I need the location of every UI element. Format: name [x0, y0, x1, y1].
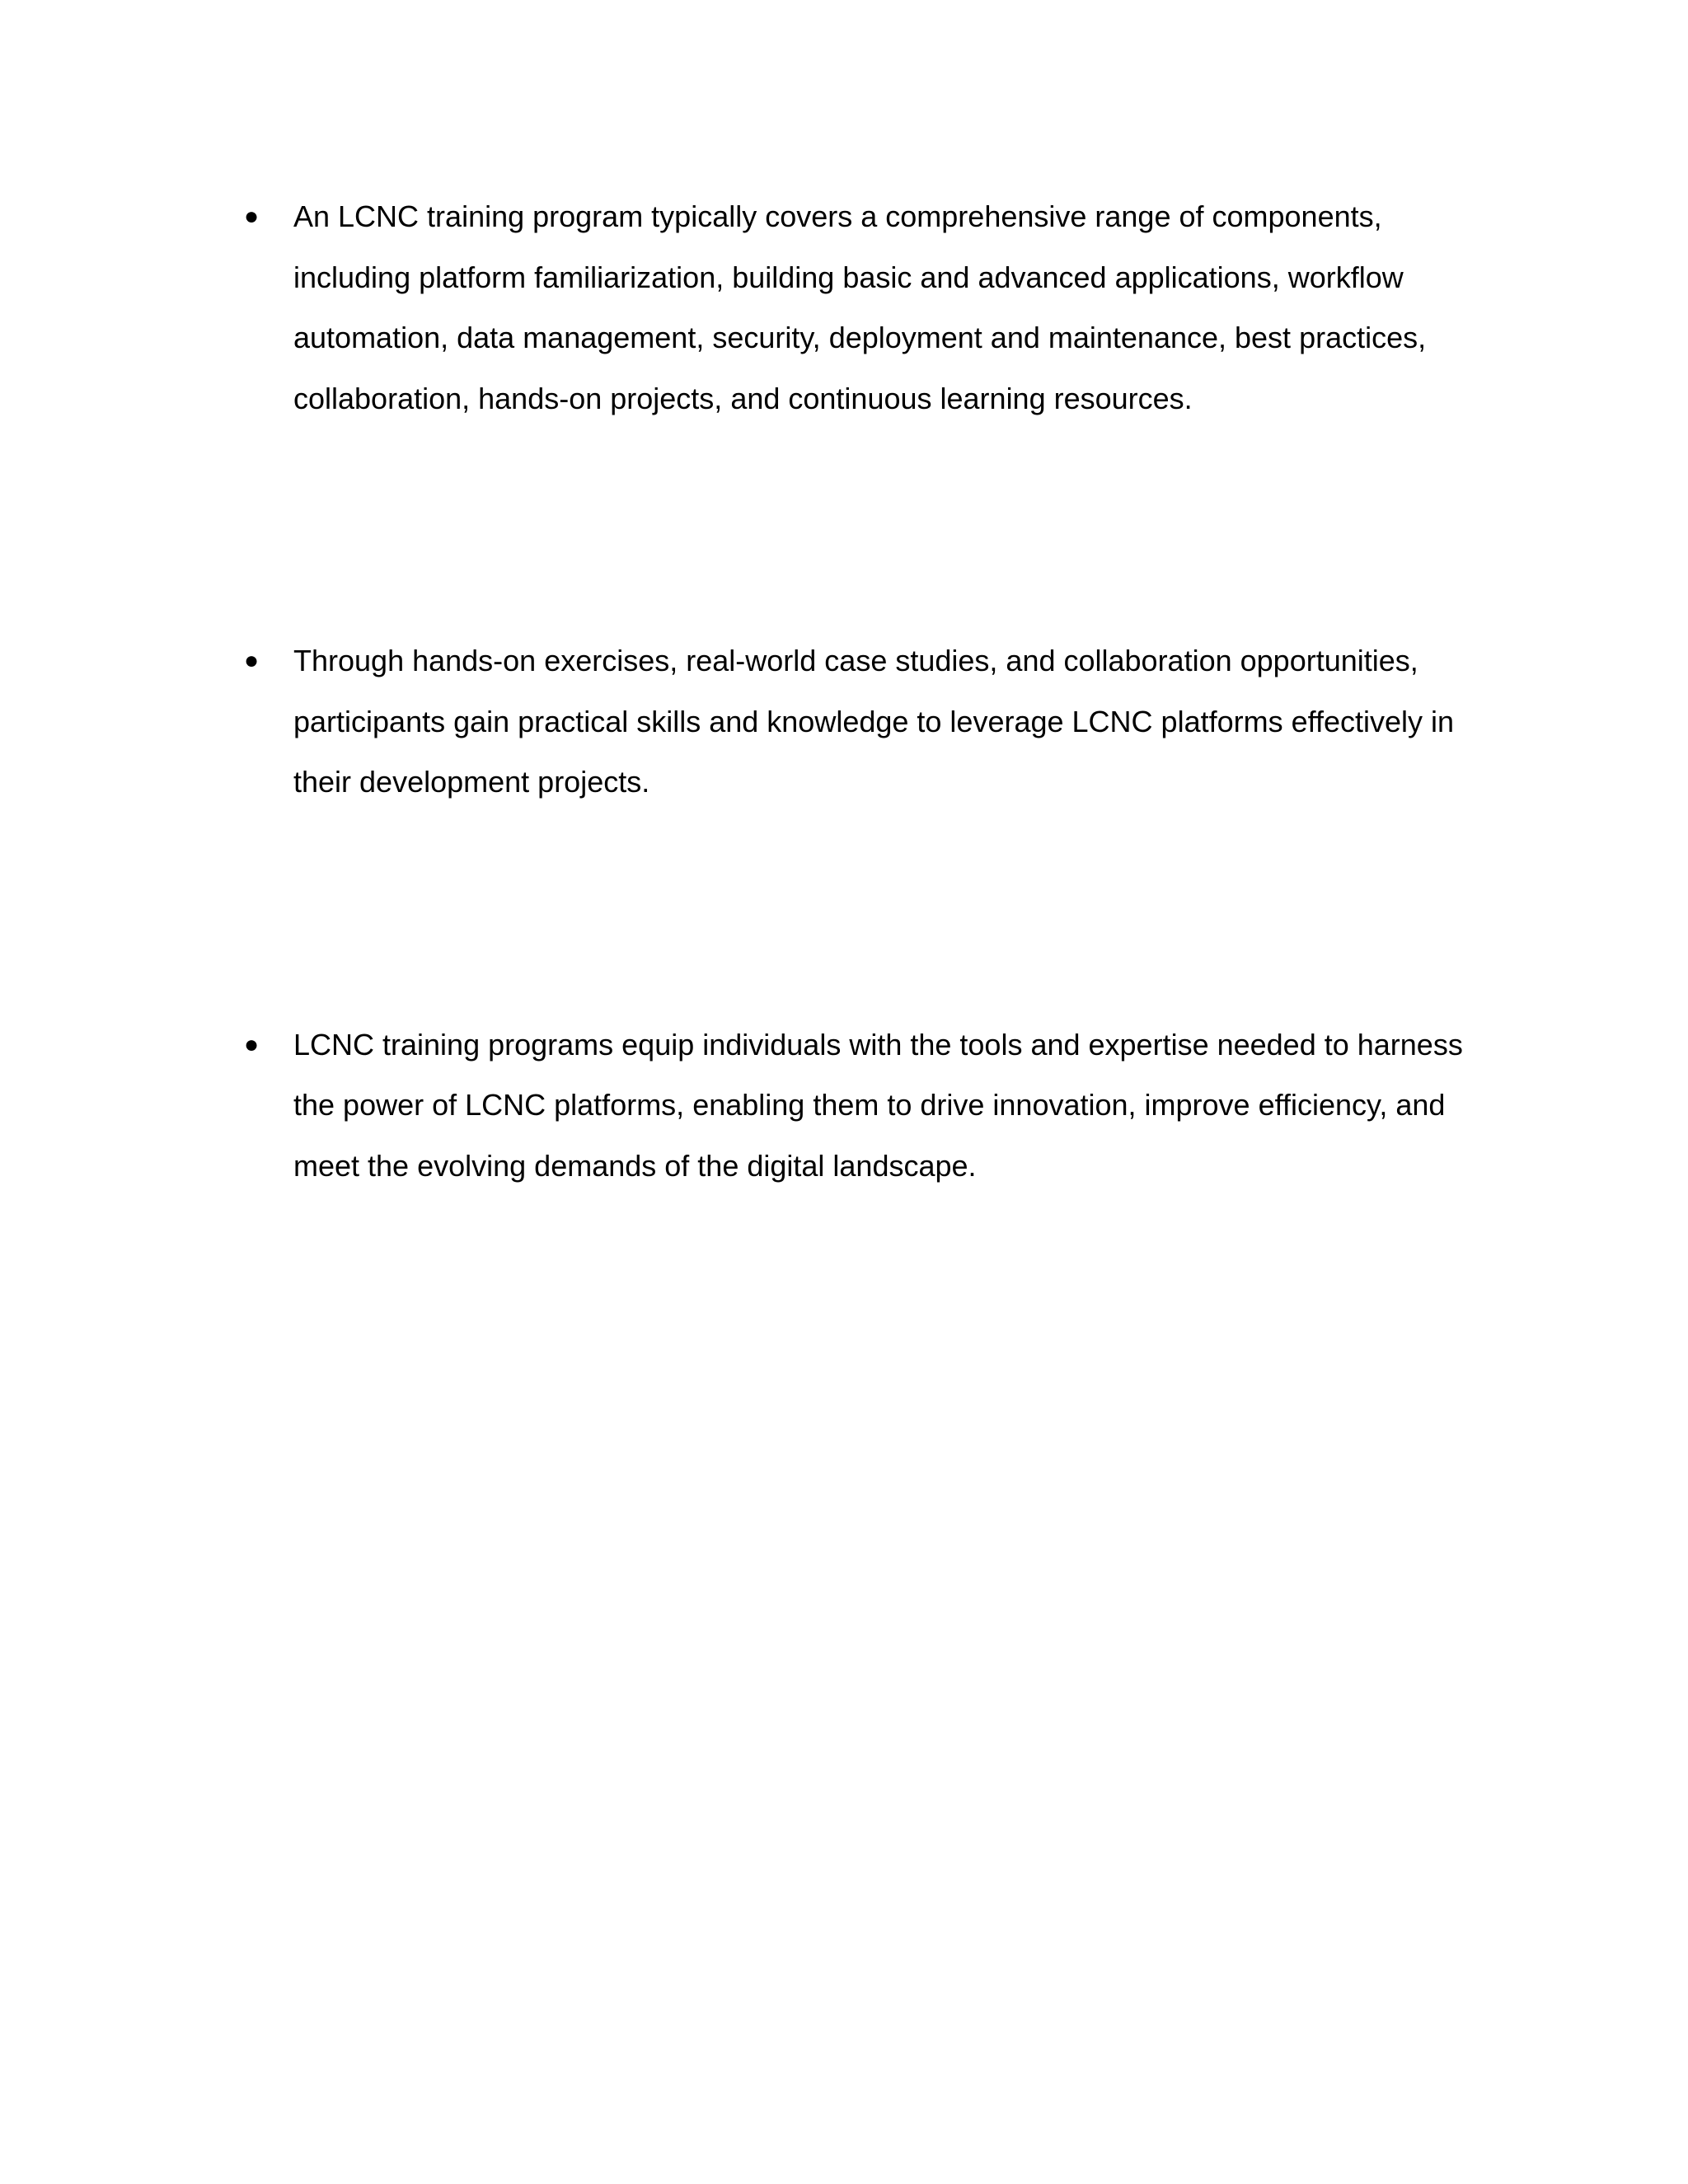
list-item [244, 630, 1497, 813]
list-item-text: Through hands-on exercises, real-world case studies, and collaboration opportunities, participants gain practical skills and knowledge to leverage LCNC platforms effectively in their development projects. [293, 644, 1455, 799]
bullet-icon: ● [244, 647, 260, 674]
bullet-icon: ● [244, 203, 260, 230]
list-item-text: An LCNC training program typically covers a comprehensive range of components, including platform familiarization, building basic and advanced applications, workflow automation, data management, security, deployment and maintenance, best practices, collaboration, hands-on projects, and continuous learning resources. [293, 199, 1427, 415]
list-item [244, 1015, 1497, 1197]
bullet-list [244, 186, 1497, 1196]
bullet-icon: ● [244, 1030, 260, 1058]
list-item-text: LCNC training programs equip individuals with the tools and expertise needed to harness the power of LCNC platforms, enabling them to drive innovation, improve efficiency, and meet the evolving demands of the digital landscape. [293, 1027, 1463, 1183]
list-item [244, 186, 1497, 429]
